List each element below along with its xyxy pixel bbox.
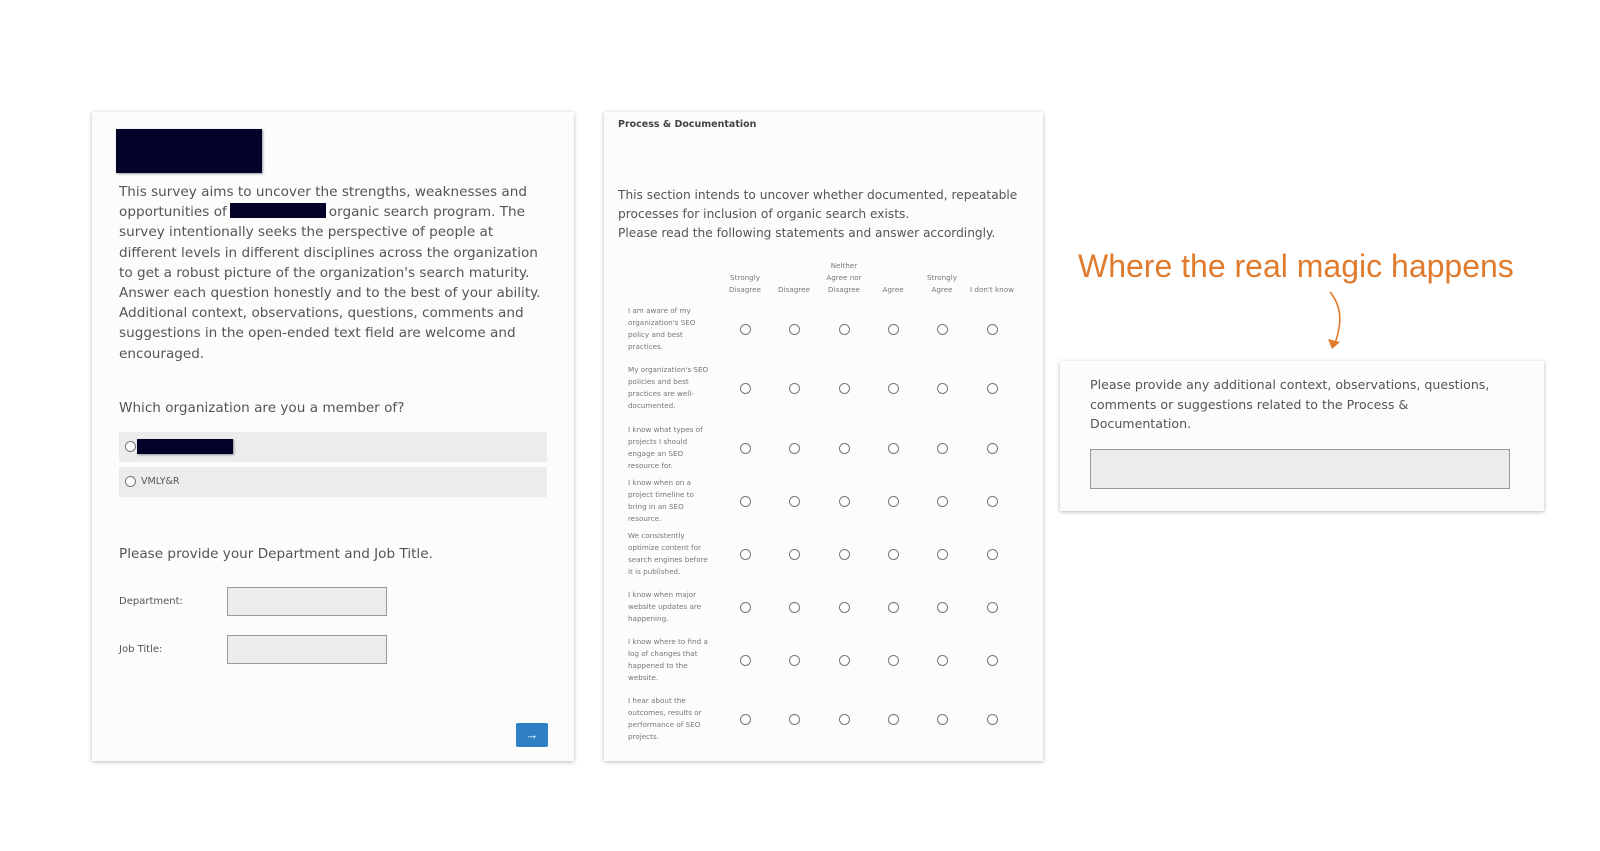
likert-radio[interactable]: [789, 496, 800, 507]
likert-radio[interactable]: [888, 549, 899, 560]
likert-radio[interactable]: [888, 383, 899, 394]
column-header: Strongly Agree: [927, 273, 957, 294]
option-label: VMLY&R: [141, 476, 180, 487]
likert-radio[interactable]: [740, 655, 751, 666]
statement-label: My organization's SEO policies and best practices are well-documented.: [628, 364, 709, 411]
likert-radio[interactable]: [987, 602, 998, 613]
likert-radio[interactable]: [888, 602, 899, 613]
section-description-line: Please read the following statements and answer accordingly.: [618, 226, 996, 240]
likert-radio[interactable]: [839, 655, 850, 666]
likert-radio[interactable]: [888, 324, 899, 335]
likert-radio[interactable]: [740, 496, 751, 507]
statement-label: I know when on a project timeline to bring in an SEO resource.: [628, 477, 694, 524]
likert-radio[interactable]: [740, 383, 751, 394]
intro-text-start: This survey aims to uncover the strengths, weaknesses and opportunities of: [119, 184, 527, 221]
radio-button[interactable]: [125, 476, 136, 487]
curved-arrow-icon: [1318, 290, 1358, 352]
next-button[interactable]: →: [516, 723, 548, 747]
likert-radio[interactable]: [740, 714, 751, 725]
likert-radio[interactable]: [888, 443, 899, 454]
likert-radio[interactable]: [839, 383, 850, 394]
radio-button[interactable]: [125, 441, 136, 452]
column-header: Strongly Disagree: [729, 273, 761, 294]
likert-radio[interactable]: [789, 383, 800, 394]
comment-prompt: Please provide any additional context, observations, questions, comments or suggestions related to the Process & Documentation.: [1090, 377, 1490, 432]
comment-card: [1060, 361, 1544, 511]
likert-radio[interactable]: [937, 549, 948, 560]
likert-radio[interactable]: [839, 549, 850, 560]
likert-radio[interactable]: [839, 602, 850, 613]
job-title-label: Job Title:: [119, 644, 163, 655]
department-field[interactable]: [227, 587, 387, 616]
likert-radio[interactable]: [937, 383, 948, 394]
likert-radio[interactable]: [789, 655, 800, 666]
section-description: [618, 186, 1028, 243]
section-description-line: This section intends to uncover whether documented, repeatable processes for inclusion of organic search exists.: [618, 188, 1018, 221]
likert-radio[interactable]: [789, 443, 800, 454]
likert-radio[interactable]: [987, 714, 998, 725]
likert-radio[interactable]: [740, 602, 751, 613]
column-header: Disagree: [778, 285, 810, 294]
column-header: Agree: [882, 285, 904, 294]
column-header: I don't know: [970, 285, 1014, 294]
department-question: Please provide your Department and Job Title.: [119, 546, 433, 562]
likert-radio[interactable]: [789, 324, 800, 335]
likert-radio[interactable]: [789, 714, 800, 725]
section-title: Process & Documentation: [618, 119, 757, 130]
likert-radio[interactable]: [789, 602, 800, 613]
likert-radio[interactable]: [839, 496, 850, 507]
redacted-company-name: [230, 203, 326, 218]
comment-textarea[interactable]: [1090, 449, 1510, 489]
likert-radio[interactable]: [937, 714, 948, 725]
likert-radio[interactable]: [937, 324, 948, 335]
likert-radio[interactable]: [888, 714, 899, 725]
redacted-logo: [116, 129, 262, 173]
statement-label: I know where to find a log of changes that happened to the website.: [628, 636, 708, 683]
likert-radio[interactable]: [987, 496, 998, 507]
statement-label: I hear about the outcomes, results or performance of SEO projects.: [628, 695, 702, 742]
likert-radio[interactable]: [937, 655, 948, 666]
likert-radio[interactable]: [740, 443, 751, 454]
likert-radio[interactable]: [839, 443, 850, 454]
job-title-field[interactable]: [227, 635, 387, 664]
redacted-option-label: [137, 439, 233, 454]
likert-radio[interactable]: [937, 602, 948, 613]
likert-radio[interactable]: [740, 549, 751, 560]
likert-radio[interactable]: [937, 443, 948, 454]
likert-radio[interactable]: [987, 549, 998, 560]
likert-radio[interactable]: [987, 383, 998, 394]
likert-radio[interactable]: [789, 549, 800, 560]
statement-label: I know what types of projects I should engage an SEO resource for.: [628, 424, 703, 471]
statement-label: We consistently optimize content for search engines before it is published.: [628, 530, 708, 577]
intro-text: [119, 182, 551, 364]
likert-radio[interactable]: [740, 324, 751, 335]
likert-radio[interactable]: [888, 655, 899, 666]
department-label: Department:: [119, 596, 183, 607]
organization-question: Which organization are you a member of?: [119, 400, 405, 416]
survey-intro-card: [92, 112, 574, 761]
organization-option-vmlyr[interactable]: [119, 467, 547, 497]
organization-option-redacted[interactable]: [119, 432, 547, 462]
likert-radio[interactable]: [987, 324, 998, 335]
statement-label: I am aware of my organization's SEO policy and best practices.: [628, 305, 696, 352]
likert-radio[interactable]: [839, 714, 850, 725]
intro-text-end: organic search program. The survey intentionally seeks the perspective of people at different levels in different disciplines across the organization to get a robust picture of the organization's search maturity. Answer each question honestly and to the best of your ability. Additional context, observations, questions, comments and suggestions in the open-ended text field are welcome and encouraged.: [119, 204, 541, 362]
likert-radio[interactable]: [937, 496, 948, 507]
annotation-text: Where the real magic happens: [1078, 248, 1514, 284]
column-header: Neither Agree nor Disagree: [826, 261, 862, 294]
statement-label: I know when major website updates are happening.: [628, 589, 702, 624]
process-documentation-card: [604, 112, 1043, 761]
likert-radio[interactable]: [888, 496, 899, 507]
likert-radio[interactable]: [839, 324, 850, 335]
likert-radio[interactable]: [987, 655, 998, 666]
likert-radio[interactable]: [987, 443, 998, 454]
